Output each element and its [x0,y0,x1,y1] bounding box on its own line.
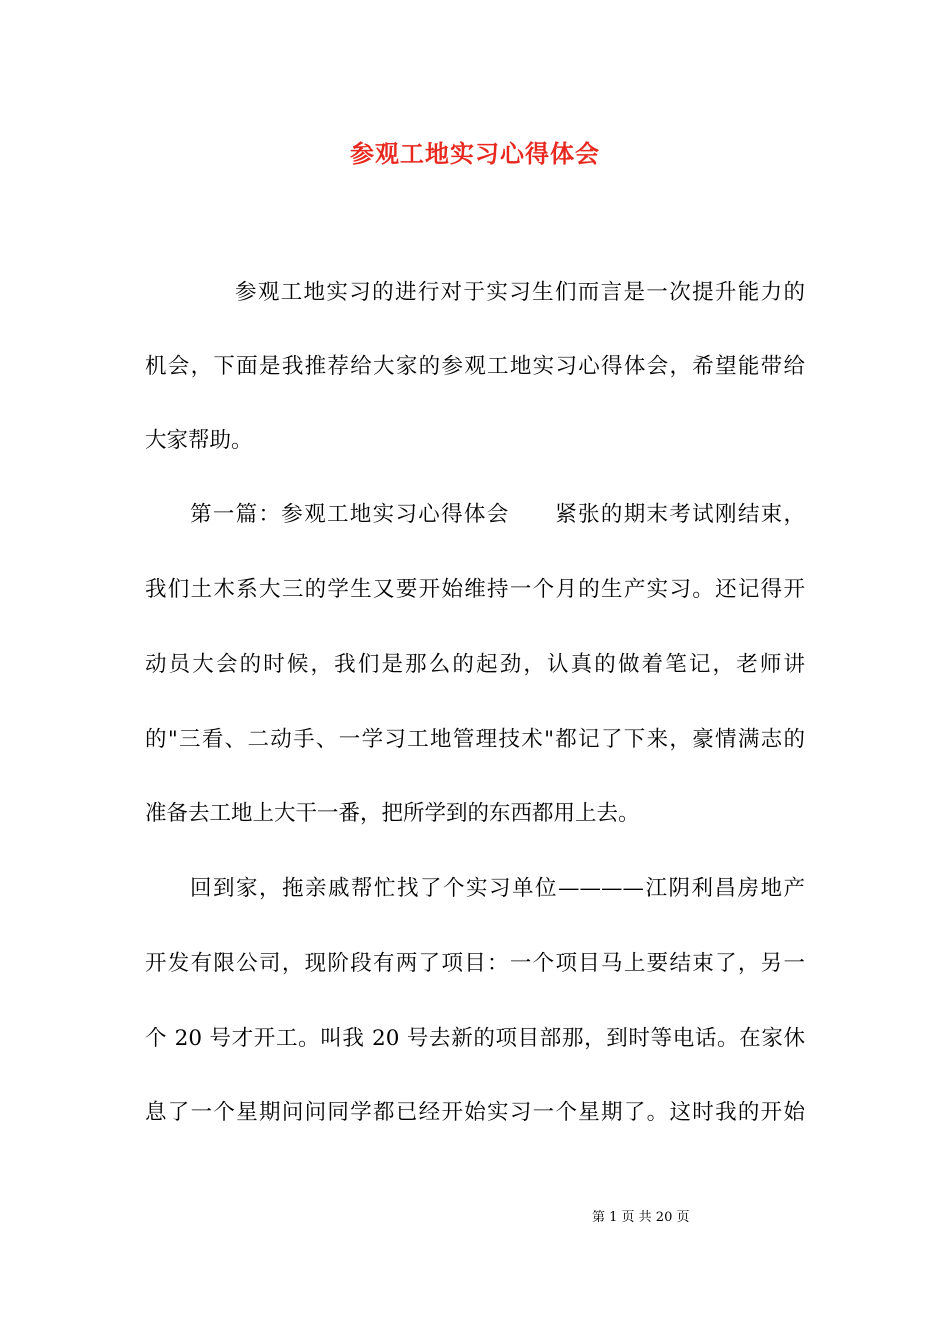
text-line: 动员大会的时候，我们是那么的起劲，认真的做着笔记，老师讲 [145,652,805,677]
text-line: 机会，下面是我推荐给大家的参观工地实习心得体会，希望能带给 [145,354,805,379]
text-line: 第一篇：参观工地实习心得体会 紧张的期末考试刚结束， [190,502,805,527]
text-line: 息了一个星期问问同学都已经开始实习一个星期了。这时我的开始 [145,1100,805,1125]
text-line: 准备去工地上大干一番，把所学到的东西都用上去。 [145,801,640,826]
text-line: 的"三看、二动手、一学习工地管理技术"都记了下来，豪情满志的 [145,727,805,752]
document-title: 参观工地实习心得体会 [350,139,600,168]
text-line: 回到家，拖亲戚帮忙找了个实习单位————江阴利昌房地产 [190,876,805,901]
text-line: 参观工地实习的进行对于实习生们而言是一次提升能力的 [235,280,805,305]
text-line: 开发有限公司，现阶段有两了项目：一个项目马上要结束了，另一 [145,951,805,976]
page-number-footer: 第 1 页 共 20 页 [592,1210,690,1225]
text-line: 个 20 号才开工。叫我 20 号去新的项目部那，到时等电话。在家休 [145,1026,805,1051]
text-line: 我们土木系大三的学生又要开始维持一个月的生产实习。还记得开 [145,577,805,602]
text-line: 大家帮助。 [145,428,253,453]
